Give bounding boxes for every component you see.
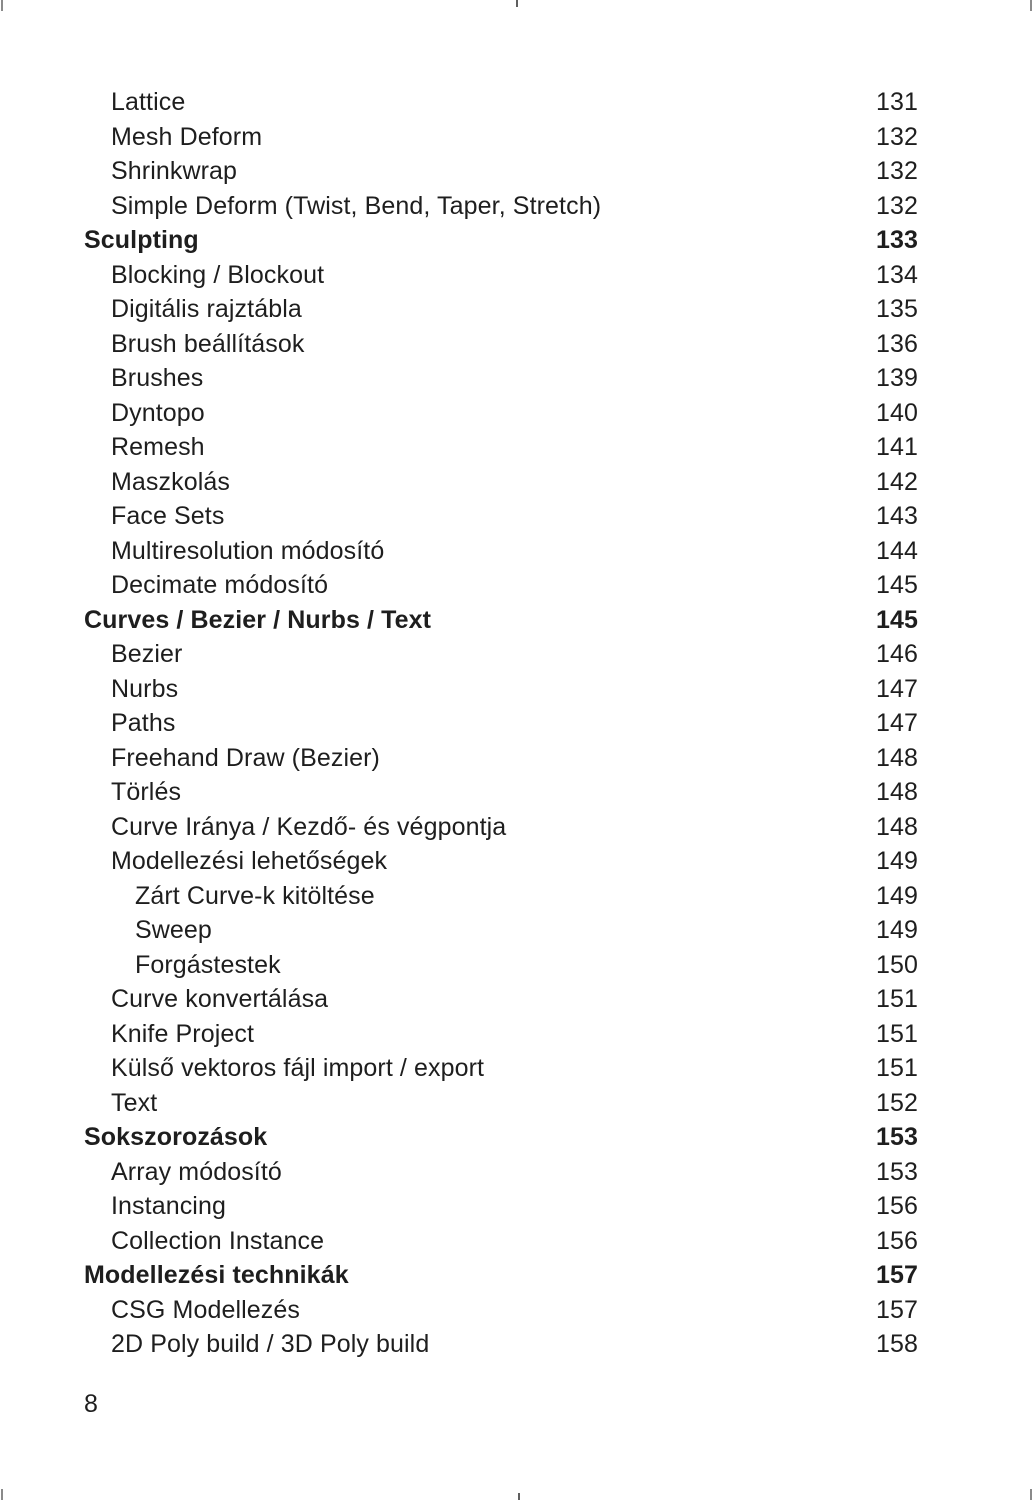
toc-entry-label: Maszkolás [111,467,230,496]
toc-entry-page-number: 145 [875,605,918,634]
toc-entry-label: Curve Iránya / Kezdő- és végpontja [111,812,507,841]
toc-entry-label: Collection Instance [111,1226,325,1255]
toc-entry-page-number: 144 [875,536,918,565]
toc-entry-label: 2D Poly build / 3D Poly build [111,1330,430,1358]
crop-mark-bottom-left [1,1489,3,1500]
toc-entry-page-number: 152 [875,1088,918,1117]
toc-entry [84,534,918,569]
toc-entry-label: Blocking / Blockout [111,260,325,289]
toc-entry-page-number: 153 [875,1157,918,1186]
toc-entry-page-number: 133 [875,226,918,254]
toc-entry-label: Curve konvertálása [111,985,329,1013]
toc-entry-page-number: 147 [875,709,918,737]
toc-entry-page-number: 141 [875,433,918,461]
toc-entry [84,879,918,914]
toc-entry-page-number: 156 [875,1192,918,1220]
toc-entry [84,154,918,189]
toc-entry-label: Digitális rajztábla [111,295,302,323]
toc-entry-label: Külső vektoros fájl import / export [111,1054,485,1082]
toc-entry-page-number: 146 [875,640,918,668]
toc-entry [84,292,918,327]
toc-entry [84,706,918,741]
toc-entry-label: Bezier [111,640,183,668]
toc-entry-page-number: 157 [875,1261,918,1289]
toc-entry-label: Text [111,1088,158,1117]
toc-entry [84,637,918,672]
toc-entry-page-number: 156 [875,1226,918,1255]
toc-entry-label: Forgástestek [135,950,281,979]
toc-entry-label: Multiresolution módosító [111,536,385,565]
toc-entry-label: Knife Project [111,1019,255,1048]
toc-entry [84,913,918,948]
toc-entry-label: Remesh [111,433,205,461]
toc-entry [84,1017,918,1052]
toc-entry-label: Curves / Bezier / Nurbs / Text [84,605,432,634]
toc-entry [84,189,918,224]
toc-entry [84,810,918,845]
toc-entry-label: Sweep [135,916,212,944]
toc-entry [84,85,918,120]
toc-entry-label: Brushes [111,364,204,392]
toc-entry [84,1293,918,1328]
toc-entry-page-number: 151 [875,1054,918,1082]
toc-entry [84,499,918,534]
toc-entry-label: CSG Modellezés [111,1295,300,1324]
toc-entry-label: Lattice [111,88,186,116]
toc-entry [84,120,918,155]
toc-entry-label: Sculpting [84,226,199,254]
toc-entry-page-number: 157 [875,1295,918,1324]
toc-entry-page-number: 135 [875,295,918,323]
toc-entry [84,603,918,638]
toc-entry [84,1189,918,1224]
crop-mark-bottom-right [1030,1489,1032,1500]
registration-cross-bottom [511,1493,527,1500]
toc-entry-label: Freehand Draw (Bezier) [111,743,380,772]
toc-entry-page-number: 149 [875,881,918,910]
toc-entry-label: Instancing [111,1192,226,1220]
toc-entry [84,982,918,1017]
toc-entry-page-number: 131 [875,88,918,116]
toc-entry-label: Modellezési lehetőségek [111,847,388,875]
toc-entry [84,1155,918,1190]
toc-entry [84,672,918,707]
toc-entry [84,1086,918,1121]
toc-entry [84,223,918,258]
toc-entry-page-number: 132 [875,191,918,220]
toc-entry-page-number: 145 [875,571,918,599]
toc-entry-page-number: 158 [875,1330,918,1358]
toc-entry [84,1224,918,1259]
footer-page-number: 8 [84,1390,98,1418]
toc-entry-page-number: 139 [875,364,918,392]
toc-entry [84,775,918,810]
toc-entry-label: Dyntopo [111,398,205,427]
toc-entry-label: Brush beállítások [111,329,305,358]
crop-mark-top-right [1030,0,1032,11]
toc-entry [84,258,918,293]
toc-entry-label: Simple Deform (Twist, Bend, Taper, Stretch) [111,191,602,220]
toc-entry-page-number: 148 [875,812,918,841]
toc-entry-page-number: 149 [875,847,918,875]
toc-entry-page-number: 148 [875,743,918,772]
table-of-contents [84,85,918,1362]
toc-entry-page-number: 150 [875,950,918,979]
toc-entry-label: Decimate módosító [111,571,329,599]
crop-mark-top-left [1,0,3,11]
toc-entry-label: Mesh Deform [111,122,263,151]
toc-entry-label: Array módosító [111,1157,282,1186]
toc-entry-page-number: 140 [875,398,918,427]
toc-entry [84,844,918,879]
registration-cross-top [509,0,525,7]
toc-entry [84,1120,918,1155]
toc-entry-label: Shrinkwrap [111,157,238,185]
toc-entry-label: Paths [111,709,176,737]
toc-entry-page-number: 132 [875,157,918,185]
toc-entry [84,396,918,431]
toc-entry [84,568,918,603]
toc-entry-page-number: 132 [875,122,918,151]
toc-entry-page-number: 151 [875,1019,918,1048]
toc-entry [84,1258,918,1293]
toc-entry-label: Modellezési technikák [84,1261,349,1289]
toc-entry [84,948,918,983]
toc-entry-label: Sokszorozások [84,1123,268,1151]
toc-entry [84,1051,918,1086]
toc-entry-page-number: 134 [875,260,918,289]
toc-entry-page-number: 151 [875,985,918,1013]
toc-entry-label: Face Sets [111,502,225,530]
toc-entry-page-number: 148 [875,778,918,806]
toc-entry [84,741,918,776]
toc-entry [84,361,918,396]
toc-entry [84,465,918,500]
toc-entry [84,327,918,362]
toc-entry [84,1327,918,1362]
toc-entry-page-number: 149 [875,916,918,944]
toc-entry-page-number: 142 [875,467,918,496]
toc-entry-page-number: 147 [875,674,918,703]
toc-entry-label: Nurbs [111,674,179,703]
toc-entry-page-number: 136 [875,329,918,358]
toc-entry-label: Törlés [111,778,182,806]
toc-entry [84,430,918,465]
toc-entry-page-number: 143 [875,502,918,530]
toc-entry-page-number: 153 [875,1123,918,1151]
toc-entry-label: Zárt Curve-k kitöltése [135,881,375,910]
